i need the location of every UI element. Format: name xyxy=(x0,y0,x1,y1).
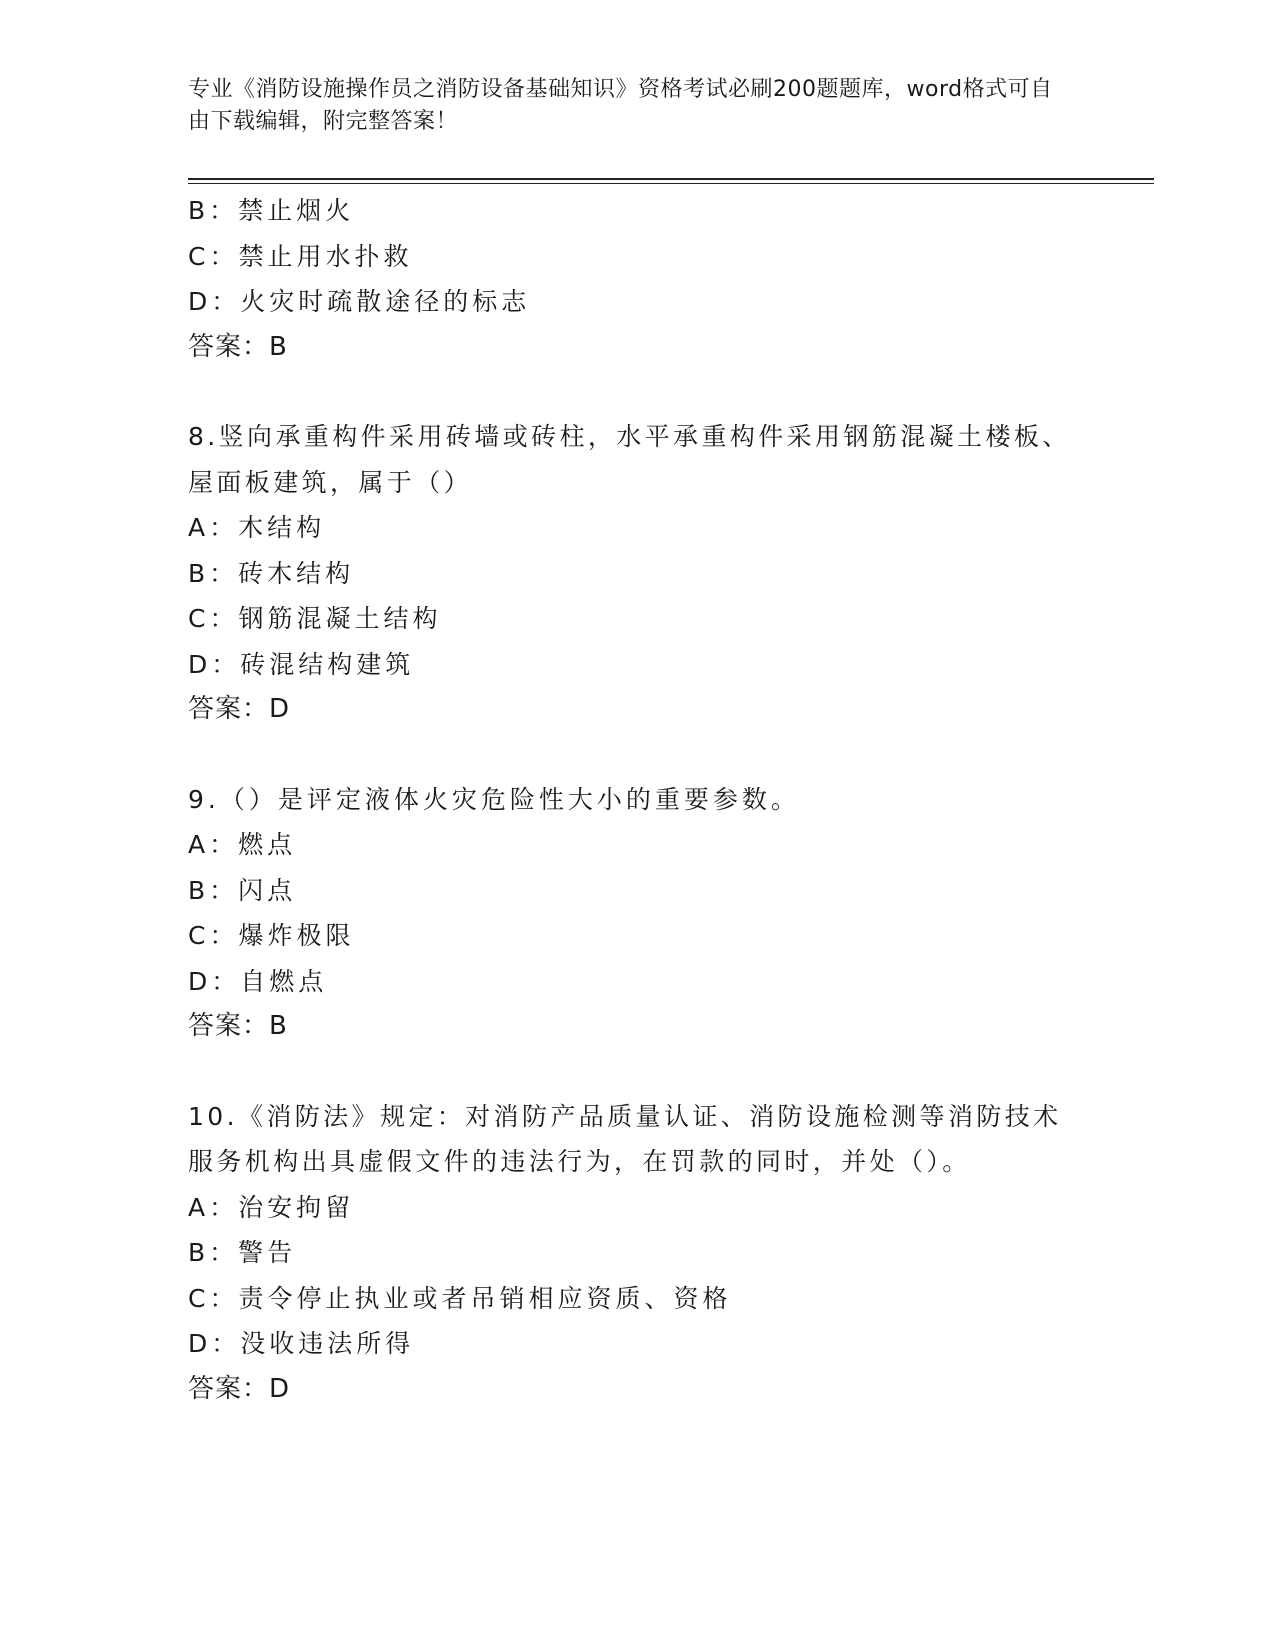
spacer xyxy=(188,733,1088,777)
option-c: C：禁止用水扑救 xyxy=(188,241,413,271)
header-divider xyxy=(188,178,1154,184)
option-c: C：爆炸极限 xyxy=(188,921,355,950)
option-d: D：砖混结构建筑 xyxy=(188,649,415,679)
answer: 答案：B xyxy=(188,1011,288,1041)
option-b: B：警告 xyxy=(188,1238,297,1267)
option-c: C：钢筋混凝土结构 xyxy=(188,604,442,633)
option-b: B：砖木结构 xyxy=(188,558,355,588)
answer: 答案：D xyxy=(188,1373,291,1404)
question-text: 10.《消防法》规定：对消防产品质量认证、消防设施检测等消防技术服务机构出具虚假文件的违法行为，在罚款的同时，并处（）。 xyxy=(188,1101,1062,1176)
spacer xyxy=(188,370,1088,414)
option-d: D：没收违法所得 xyxy=(188,1329,415,1358)
option-c: C：责令停止执业或者吊销相应资质、资格 xyxy=(188,1283,732,1313)
option-b: B：禁止烟火 xyxy=(188,196,355,225)
answer: 答案：D xyxy=(188,694,291,724)
option-a: A：治安拘留 xyxy=(188,1192,355,1222)
option-a: A：木结构 xyxy=(188,513,326,542)
option-b: B：闪点 xyxy=(188,875,297,905)
answer: 答案：B xyxy=(188,331,288,362)
question-10 xyxy=(188,1094,1088,1413)
question-text: 8.竖向承重构件采用砖墙或砖柱，水平承重构件采用钢筋混凝土楼板、屋面板建筑，属于（） xyxy=(188,422,1071,497)
option-d: D：火灾时疏散途径的标志 xyxy=(188,287,531,316)
question-7-tail xyxy=(188,188,1088,370)
spacer xyxy=(188,1050,1088,1094)
question-text: 9.（）是评定液体火灾危险性大小的重要参数。 xyxy=(188,784,800,814)
option-d: D：自燃点 xyxy=(188,966,328,996)
question-9 xyxy=(188,777,1088,1050)
question-list xyxy=(188,188,1088,1412)
question-8 xyxy=(188,414,1088,733)
page-header: 专业《消防设施操作员之消防设备基础知识》资格考试必刷200题题库，word格式可自由下载编辑，附完整答案！ xyxy=(188,77,1053,134)
option-a: A：燃点 xyxy=(188,830,297,859)
